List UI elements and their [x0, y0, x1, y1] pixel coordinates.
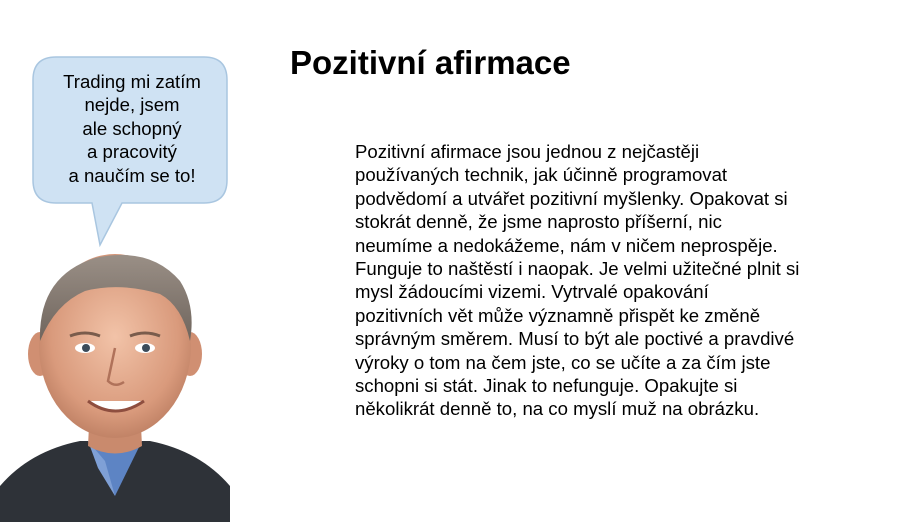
body-line: stokrát denně, že jsme naprosto příšerní, nic	[355, 211, 722, 233]
bubble-line: nejde, jsem	[84, 94, 180, 116]
bubble-line: ale schopný	[82, 117, 182, 139]
speech-bubble-text	[32, 70, 232, 187]
slide-title: Pozitivní afirmace	[290, 44, 571, 81]
body-line: neumíme a nedokážeme, nám v ničem neprospěje.	[355, 234, 778, 256]
bubble-line: a naučím se to!	[68, 164, 196, 186]
body-paragraph	[355, 140, 875, 421]
body-line: podvědomí a utvářet pozitivní myšlenky. Opakovat si	[355, 187, 788, 209]
body-line: používaných technik, jak účinně programovat	[355, 164, 728, 186]
body-line: Funguje to naštěstí i naopak. Je velmi užitečné plnit si	[355, 258, 800, 280]
man-portrait	[0, 236, 230, 522]
bubble-line: a pracovitý	[87, 141, 177, 163]
bubble-line: Trading mi zatím	[63, 71, 201, 92]
body-line: pozitivních vět může významně přispět ke změně	[355, 304, 761, 326]
body-line: schopni si stát. Jinak to nefunguje. Opakujte si	[355, 375, 738, 397]
body-line: Pozitivní afirmace jsou jednou z nejčastěji	[355, 141, 700, 162]
body-line: mysl žádoucími vizemi. Vytrvalé opakování	[355, 281, 709, 303]
body-line: správným směrem. Musí to být ale poctivé a pravdivé	[355, 328, 795, 350]
body-line: několikrát denně to, na co myslí muž na obrázku.	[355, 398, 760, 420]
body-line: výroky o tom na čem jste, co se učíte a za čím jste	[355, 351, 771, 373]
